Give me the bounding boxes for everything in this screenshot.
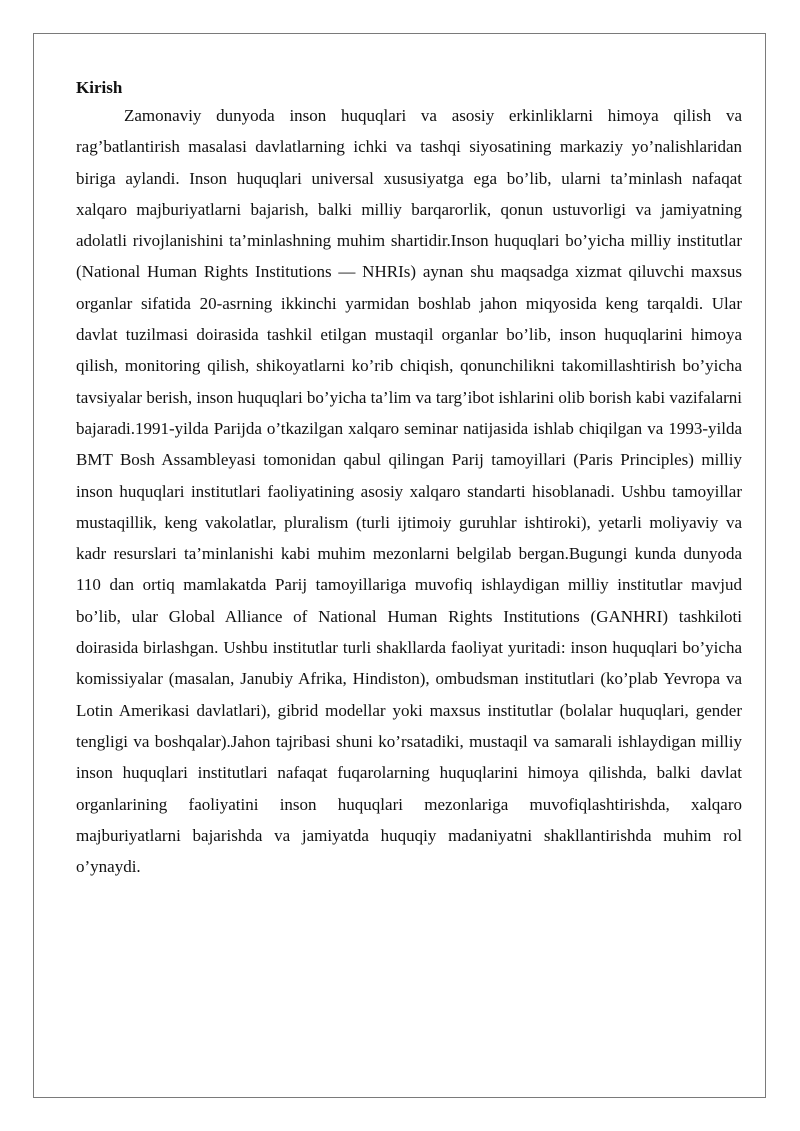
document-body	[76, 76, 742, 882]
section-heading: Kirish	[76, 78, 123, 97]
introduction-paragraph: Zamonaviy dunyoda inson huquqlari va asosiy erkinliklarni himoya qilish va rag’batlantirish masalasi davlatlarning ichki va tashqi siyosatining markaziy yo’nalishlaridan biriga aylandi. Inson huquqlari universal xususiyatga ega bo’lib, ularni ta’minlash nafaqat xalqaro majburiyatlarni bajarish, balki milliy barqarorlik, qonun ustuvorligi va jamiyatning adolatli rivojlanishini ta’minlashning muhim shartidir.Inson huquqlari bo’yicha milliy institutlar (National Human Rights Institutions — NHRIs) aynan shu maqsadga xizmat qiluvchi maxsus organlar sifatida 20-asrning ikkinchi yarmidan boshlab jahon miqyosida keng tarqaldi. Ular davlat tuzilmasi doirasida tashkil etilgan mustaqil organlar bo’lib, inson huquqlarini himoya qilish, monitoring qilish, shikoyatlarni ko’rib chiqish, qonunchilikni takomillashtirish bo’yicha tavsiyalar berish, inson huquqlari bo’yicha ta’lim va targ’ibot ishlarini olib borish kabi vazifalarni bajaradi.1991-yilda Parijda o’tkazilgan xalqaro seminar natijasida ishlab chiqilgan va 1993-yilda BMT Bosh Assambleyasi tomonidan qabul qilingan Parij tamoyillari (Paris Principles) milliy inson huquqlari institutlari faoliyatining asosiy xalqaro standarti hisoblanadi. Ushbu tamoyillar mustaqillik, keng vakolatlar, pluralism (turli ijtimoiy guruhlar ishtiroki), yetarli moliyaviy va kadr resurslari ta’minlanishi kabi muhim mezonlarni belgilab bergan.Bugungi kunda dunyoda 110 dan ortiq mamlakatda Parij tamoyillariga muvofiq ishlaydigan milliy institutlar mavjud bo’lib, ular Global Alliance of National Human Rights Institutions (GANHRI) tashkiloti doirasida birlashgan. Ushbu institutlar turli shakllarda faoliyat yuritadi: inson huquqlari bo’yicha komissiyalar (masalan, Janubiy Afrika, Hindiston), ombudsman institutlari (ko’plab Yevropa va Lotin Amerikasi davlatlari), gibrid modellar yoki maxsus institutlar (bolalar huquqlari, gender tengligi va boshqalar).Jahon tajribasi shuni ko’rsatadiki, mustaqil va samarali ishlaydigan milliy inson huquqlari institutlari nafaqat fuqarolarning huquqlarini himoya qilishda, balki davlat organlarining faoliyatini inson huquqlari mezonlariga muvofiqlashtirishda, xalqaro majburiyatlarni bajarishda va jamiyatda huquqiy madaniyatni shakllantirishda muhim rol o’ynaydi.	[76, 106, 742, 877]
